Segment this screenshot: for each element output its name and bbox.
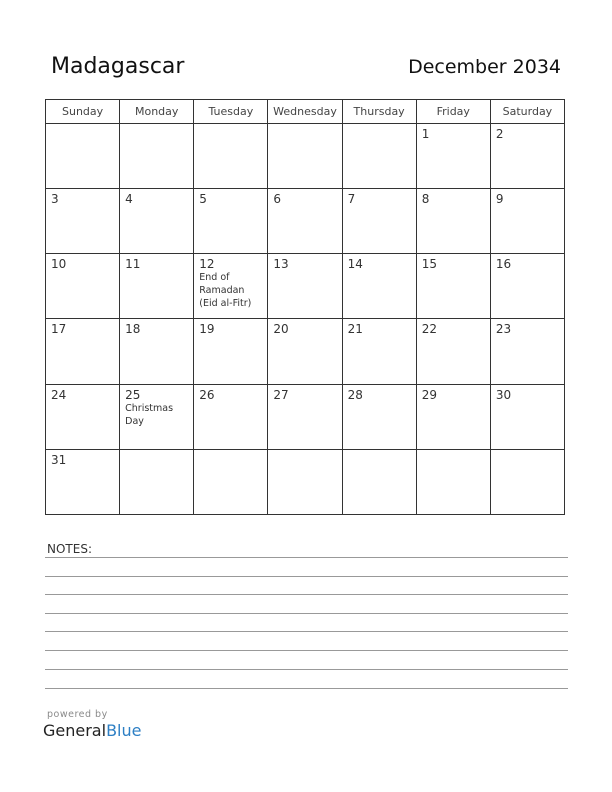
day-number: 27 (273, 387, 289, 402)
day-cell (46, 449, 120, 514)
day-number: 31 (51, 452, 67, 467)
day-cell (268, 319, 342, 384)
day-number: 10 (51, 257, 67, 272)
weekday-header-row (46, 100, 565, 124)
day-cell (194, 254, 268, 319)
day-cell (342, 189, 416, 254)
notes-line (45, 669, 568, 670)
day-number: 30 (495, 387, 512, 402)
week-row (46, 124, 565, 189)
day-number (343, 124, 416, 128)
week-row (46, 254, 565, 319)
day-number: 7 (347, 192, 356, 207)
calendar-grid (45, 99, 565, 515)
weekday-sunday: Sunday (46, 100, 120, 124)
day-cell (194, 124, 268, 189)
day-number (194, 450, 267, 454)
day-number: 2 (495, 127, 504, 141)
month-title: December 2034 (408, 56, 561, 78)
day-number: 20 (273, 322, 289, 337)
day-cell (268, 189, 342, 254)
day-cell (268, 449, 342, 514)
day-cell (490, 319, 564, 384)
week-row (46, 189, 565, 254)
day-cell (416, 384, 490, 449)
day-number: 26 (199, 387, 215, 402)
notes-line (45, 631, 568, 632)
weekday-monday: Monday (120, 100, 194, 124)
day-cell (46, 254, 120, 319)
weekday-friday: Friday (416, 100, 490, 124)
notes-line (45, 576, 568, 577)
day-number (491, 450, 564, 454)
day-number: 21 (347, 322, 363, 337)
day-number: 3 (51, 192, 59, 207)
day-cell (490, 449, 564, 514)
day-cell (46, 124, 120, 189)
day-cell (120, 319, 194, 384)
day-cell (120, 254, 194, 319)
day-number: 12 (199, 257, 215, 272)
day-number: 4 (125, 192, 133, 207)
day-number: 5 (199, 192, 207, 207)
day-cell (120, 189, 194, 254)
day-cell (194, 384, 268, 449)
weekday-wednesday: Wednesday (268, 100, 342, 124)
notes-line (45, 688, 568, 689)
day-number (120, 124, 193, 128)
day-number: 13 (273, 257, 289, 272)
day-number (194, 124, 267, 128)
day-number (417, 450, 490, 454)
holiday-label: Ramadan (199, 285, 245, 297)
day-cell (490, 254, 564, 319)
day-number (268, 450, 341, 454)
holiday-label: End of (199, 272, 230, 284)
day-number (46, 124, 119, 128)
week-row (46, 384, 565, 449)
day-cell (342, 449, 416, 514)
logo-blue-text: Blue (106, 721, 142, 740)
day-number (120, 450, 193, 454)
day-cell (194, 319, 268, 384)
day-number: 18 (125, 322, 141, 337)
day-cell (342, 319, 416, 384)
day-cell (268, 124, 342, 189)
notes-line (45, 594, 568, 595)
country-title: Madagascar (51, 54, 185, 79)
notes-line (45, 613, 568, 614)
day-cell (46, 189, 120, 254)
day-number: 15 (421, 257, 437, 272)
day-cell (120, 384, 194, 449)
day-number: 8 (421, 192, 430, 207)
day-number: 6 (273, 192, 282, 207)
day-number: 16 (495, 257, 512, 272)
week-row (46, 319, 565, 384)
day-cell (120, 124, 194, 189)
day-cell (342, 254, 416, 319)
day-cell (342, 384, 416, 449)
day-cell (490, 384, 564, 449)
day-cell (268, 254, 342, 319)
week-row (46, 449, 565, 514)
notes-line (45, 650, 568, 651)
day-cell (416, 124, 490, 189)
day-cell (342, 124, 416, 189)
day-number: 24 (51, 387, 67, 402)
powered-by-text: powered by (47, 709, 108, 720)
holiday-label: Christmas (125, 402, 174, 414)
day-number: 14 (347, 257, 363, 272)
day-number: 11 (125, 257, 141, 272)
day-number (343, 450, 416, 454)
day-cell (46, 384, 120, 449)
day-number: 23 (495, 322, 512, 337)
day-cell (490, 189, 564, 254)
day-cell (268, 384, 342, 449)
day-number: 28 (347, 387, 363, 402)
day-number: 9 (495, 192, 504, 207)
weekday-saturday: Saturday (490, 100, 564, 124)
logo-general-text: General (43, 721, 107, 740)
holiday-label: Day (125, 415, 144, 427)
day-cell (416, 189, 490, 254)
day-number: 29 (421, 387, 437, 402)
notes-label: NOTES: (47, 542, 92, 556)
day-number: 17 (51, 322, 67, 337)
day-number: 25 (125, 387, 141, 402)
day-cell (490, 124, 564, 189)
generalblue-logo (43, 721, 141, 740)
day-cell (416, 254, 490, 319)
day-cell (416, 449, 490, 514)
calendar-body (46, 124, 565, 515)
day-cell (120, 449, 194, 514)
day-cell (416, 319, 490, 384)
day-number: 1 (421, 127, 430, 141)
day-number (268, 124, 341, 128)
notes-line (45, 557, 568, 558)
day-number: 22 (421, 322, 437, 337)
weekday-tuesday: Tuesday (194, 100, 268, 124)
weekday-thursday: Thursday (342, 100, 416, 124)
holiday-label: (Eid al-Fitr) (199, 298, 252, 310)
day-cell (46, 319, 120, 384)
day-cell (194, 449, 268, 514)
day-number: 19 (199, 322, 215, 337)
day-cell (194, 189, 268, 254)
